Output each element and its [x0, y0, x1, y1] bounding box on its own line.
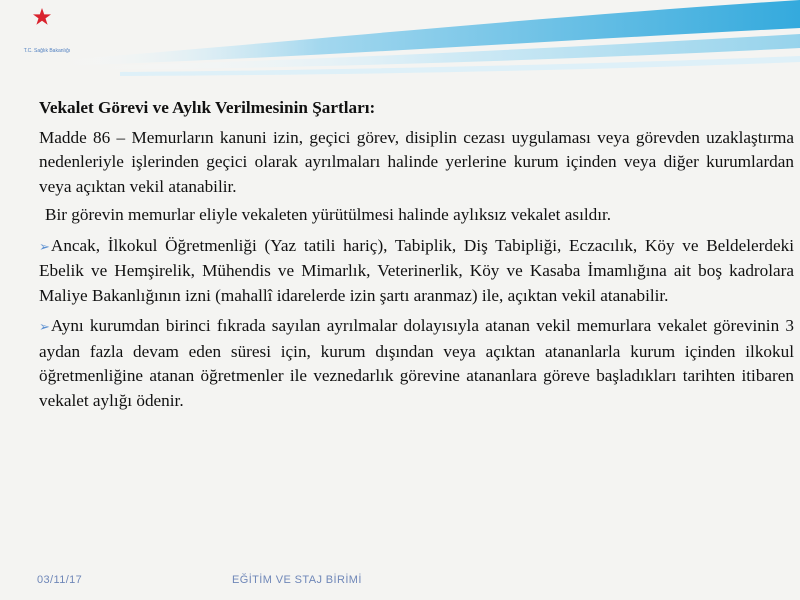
footer-unit: EĞİTİM VE STAJ BİRİMİ [232, 574, 362, 586]
bullet-item [39, 314, 794, 413]
footer-date: 03/11/17 [37, 574, 83, 586]
header-wave-decoration [0, 0, 800, 90]
bullet-text: Ancak, İlkokul Öğretmenliği (Yaz tatili hariç), Tabiplik, Diş Tabipliği, Eczacılık, Köy ve Beldelerdeki Ebelik ve Hemşirelik, Mühendis ve Mimarlık, Veterinerlik, Köy ve Kasaba İmamlığına ait boş kadrolara Maliye Bakanlığının izni (mahallî idarelerde izin şartı aranmaz) ile, açıktan vekil atanabilir. [39, 235, 794, 305]
ministry-logo [6, 6, 76, 68]
paragraph-aylıksız-vekalet: Bir görevin memurlar eliyle vekaleten yürütülmesi halinde aylıksız vekalet asıldır. [45, 205, 612, 224]
logo-caption: T.C. Sağlık Bakanlığı [23, 48, 71, 54]
arrow-bullet-icon: ➢ [39, 319, 50, 334]
bullet-item [39, 234, 794, 309]
crescent-star-icon [6, 6, 76, 50]
section-heading: Vekalet Görevi ve Aylık Verilmesinin Şartları: [39, 98, 376, 117]
paragraph-madde-86: Madde 86 – Memurların kanuni izin, geçici görev, disiplin cezası uygulaması veya görevden uzaklaştırma nedenleriyle işlerinden geçici olarak ayrılmaları halinde yerlerine kurum içinden veya diğer kurumlardan veya açıktan vekil atanabilir. [39, 127, 794, 196]
slide-content [39, 96, 794, 413]
bullet-text: Aynı kurumdan birinci fıkrada sayılan ayrılmalar dolayısıyla atanan vekil memurlara vekalet görevinin 3 aydan fazla devam eden süresi için, kurum dışından veya açıktan atananlarla kurum içinden ilkokul öğretmenliğine atanan öğretmenler ile veznedarlık görevine atananlara göreve başladıkları tarihten itibaren vekalet aylığı ödenir. [39, 316, 794, 410]
arrow-bullet-icon: ➢ [39, 238, 50, 254]
